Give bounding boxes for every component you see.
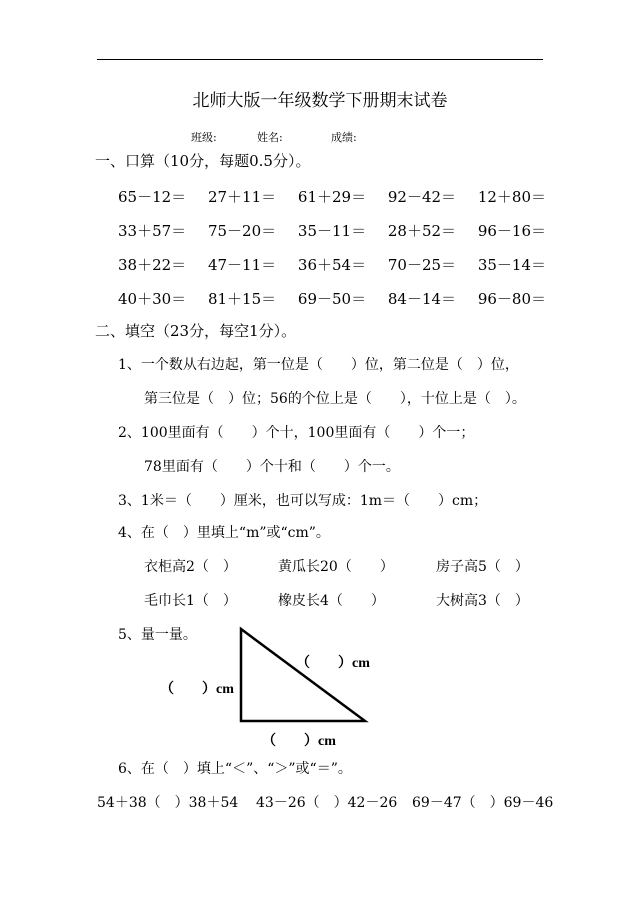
arith-item: 75－20＝ xyxy=(207,222,277,240)
arith-item: 36＋54＝ xyxy=(297,256,367,274)
arith-item: 35－11＝ xyxy=(297,222,367,240)
unit-item: 橡皮长4（ ） xyxy=(278,593,385,609)
arith-item: 27＋11＝ xyxy=(207,188,277,206)
name-label: 姓名: xyxy=(257,131,283,144)
arith-item: 69－50＝ xyxy=(297,290,367,308)
arith-item: 96－80＝ xyxy=(477,290,546,308)
score-label: 成绩: xyxy=(331,131,357,144)
arith-item: 33＋57＝ xyxy=(118,222,187,240)
compare-item: 43－26（ ）42－26 xyxy=(256,795,398,811)
section2-heading: 二、填空（23分，每空1分）。 xyxy=(95,322,297,340)
question-2-line-2: 78里面有（ ）个十和（ ）个一。 xyxy=(144,459,400,475)
arith-item: 47－11＝ xyxy=(207,256,277,274)
compare-item: 54＋38（ ）38＋54 xyxy=(97,795,239,811)
class-label: 班级: xyxy=(191,131,217,144)
section1-heading: 一、口算（10分，每题0.5分）。 xyxy=(95,152,311,170)
arith-item: 92－42＝ xyxy=(387,188,457,206)
question-5: 5、量一量。 xyxy=(118,627,197,643)
bottom-side-label: （ ）cm xyxy=(262,734,336,749)
unit-item: 衣柜高2（ ） xyxy=(144,559,237,575)
arith-item: 96－16＝ xyxy=(477,222,546,240)
unit-item: 房子高5（ ） xyxy=(436,559,529,575)
unit-item: 毛巾长1（ ） xyxy=(144,593,237,609)
question-4: 4、在（ ）里填上“m”或“cm”。 xyxy=(118,525,330,541)
question-6: 6、在（ ）填上“＜”、“＞”或“＝”。 xyxy=(118,761,352,777)
question-3: 3、1米＝（ ）厘米，也可以写成：1m＝（ ）cm； xyxy=(118,493,488,509)
arith-item: 40＋30＝ xyxy=(118,290,187,308)
arith-item: 38＋22＝ xyxy=(118,256,187,274)
question-2-line-1: 2、100里面有（ ）个十，100里面有（ ）个一； xyxy=(118,425,475,441)
arith-item: 84－14＝ xyxy=(387,290,457,308)
compare-item: 69－47（ ）69－46 xyxy=(412,795,554,811)
arith-item: 65－12＝ xyxy=(118,188,187,206)
left-side-label: （ ）cm xyxy=(160,682,234,697)
arith-item: 61＋29＝ xyxy=(297,188,367,206)
arith-item: 12＋80＝ xyxy=(477,188,546,206)
arith-item: 35－14＝ xyxy=(477,256,546,274)
unit-item: 大树高3（ ） xyxy=(436,593,529,609)
question-1-line-2: 第三位是（ ）位；56的个位上是（ ），十位上是（ ）。 xyxy=(144,391,526,407)
arith-item: 28＋52＝ xyxy=(387,222,457,240)
arith-item: 81＋15＝ xyxy=(207,290,277,308)
page-title: 北师大版一年级数学下册期末试卷 xyxy=(192,91,448,111)
hypotenuse-label: （ ）cm xyxy=(296,656,370,671)
arith-item: 70－25＝ xyxy=(387,256,457,274)
question-1-line-1: 1、一个数从右边起，第一位是（ ）位，第二位是（ ）位， xyxy=(118,357,519,373)
unit-item: 黄瓜长20（ ） xyxy=(278,559,394,575)
